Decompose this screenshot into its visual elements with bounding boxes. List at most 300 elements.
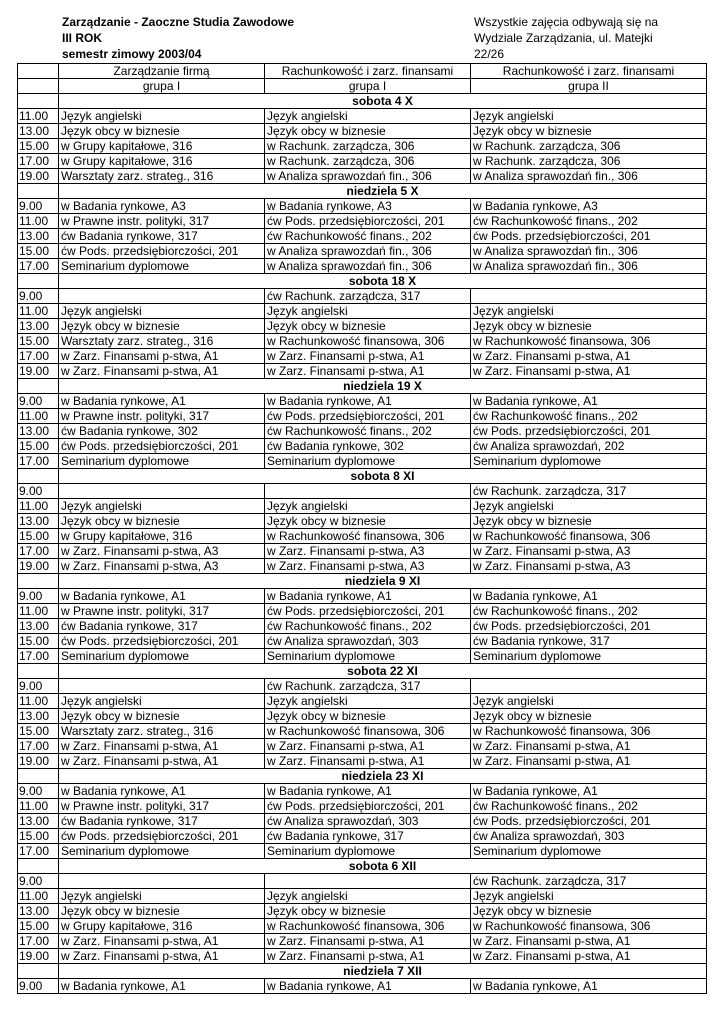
class-cell: Warsztaty zarz. strateg., 316 <box>59 169 265 184</box>
time-cell: 19.00 <box>18 754 59 769</box>
class-cell: w Zarz. Finansami p-stwa, A1 <box>471 949 707 964</box>
schedule-row <box>18 304 707 319</box>
class-cell: w Grupy kapitałowe, 316 <box>59 529 265 544</box>
schedule-row <box>18 949 707 964</box>
time-cell: 9.00 <box>18 679 59 694</box>
class-cell: ćw Pods. przedsiębiorczości, 201 <box>265 214 471 229</box>
class-cell <box>59 484 265 499</box>
day-header-row <box>18 379 707 394</box>
schedule-row <box>18 499 707 514</box>
time-cell: 13.00 <box>18 514 59 529</box>
class-cell: ćw Badania rynkowe, 302 <box>265 439 471 454</box>
class-cell: w Badania rynkowe, A3 <box>59 199 265 214</box>
column-header: Rachunkowość i zarz. finansami <box>265 64 471 79</box>
class-cell: Seminarium dyplomowe <box>59 844 265 859</box>
schedule-row <box>18 589 707 604</box>
group-header: grupa I <box>265 79 471 94</box>
time-cell: 15.00 <box>18 919 59 934</box>
class-cell: Język obcy w biznesie <box>59 514 265 529</box>
class-cell: ćw Pods. przedsiębiorczości, 201 <box>471 424 707 439</box>
time-cell: 17.00 <box>18 154 59 169</box>
class-cell: Język angielski <box>265 694 471 709</box>
class-cell: Język obcy w biznesie <box>59 319 265 334</box>
schedule-row <box>18 154 707 169</box>
schedule-row <box>18 679 707 694</box>
schedule-row <box>18 604 707 619</box>
class-cell: w Zarz. Finansami p-stwa, A1 <box>471 754 707 769</box>
time-cell: 15.00 <box>18 244 59 259</box>
class-cell: w Badania rynkowe, A1 <box>265 784 471 799</box>
class-cell: w Analiza sprawozdań fin., 306 <box>471 244 707 259</box>
time-cell <box>18 769 59 784</box>
class-cell: Język angielski <box>471 889 707 904</box>
time-cell: 15.00 <box>18 829 59 844</box>
day-header-row <box>18 664 707 679</box>
location-note-line: 22/26 <box>474 47 505 61</box>
class-cell: ćw Rachunk. zarządcza, 317 <box>471 874 707 889</box>
day-header: sobota 6 XII <box>59 859 707 874</box>
schedule-row <box>18 829 707 844</box>
class-cell: ćw Badania rynkowe, 317 <box>265 829 471 844</box>
time-cell: 11.00 <box>18 304 59 319</box>
class-cell <box>59 289 265 304</box>
class-cell: Język obcy w biznesie <box>471 514 707 529</box>
class-cell: ćw Rachunk. zarządcza, 317 <box>265 679 471 694</box>
time-cell: 9.00 <box>18 394 59 409</box>
class-cell: ćw Badania rynkowe, 317 <box>59 619 265 634</box>
class-cell: Język obcy w biznesie <box>471 904 707 919</box>
class-cell: w Zarz. Finansami p-stwa, A1 <box>265 754 471 769</box>
class-cell: Język angielski <box>59 694 265 709</box>
class-cell: w Analiza sprawozdań fin., 306 <box>265 169 471 184</box>
class-cell: w Badania rynkowe, A1 <box>59 589 265 604</box>
schedule-row <box>18 349 707 364</box>
class-cell: w Prawne instr. polityki, 317 <box>59 799 265 814</box>
time-cell: 9.00 <box>18 784 59 799</box>
schedule-row <box>18 724 707 739</box>
class-cell: ćw Badania rynkowe, 317 <box>471 634 707 649</box>
class-cell: Język angielski <box>471 694 707 709</box>
time-cell: 11.00 <box>18 109 59 124</box>
class-cell: ćw Rachunkowość finans., 202 <box>471 799 707 814</box>
time-cell: 9.00 <box>18 289 59 304</box>
class-cell: w Zarz. Finansami p-stwa, A1 <box>59 754 265 769</box>
schedule-row <box>18 919 707 934</box>
time-cell <box>18 664 59 679</box>
class-cell: Język obcy w biznesie <box>265 319 471 334</box>
schedule-row <box>18 259 707 274</box>
time-cell <box>18 379 59 394</box>
time-cell: 13.00 <box>18 424 59 439</box>
class-cell: Seminarium dyplomowe <box>471 844 707 859</box>
time-cell: 9.00 <box>18 979 59 994</box>
time-cell: 15.00 <box>18 724 59 739</box>
class-cell: w Prawne instr. polityki, 317 <box>59 214 265 229</box>
class-cell: ćw Analiza sprawozdań, 303 <box>265 814 471 829</box>
schedule-row <box>18 124 707 139</box>
class-cell: Język obcy w biznesie <box>471 709 707 724</box>
class-cell: w Badania rynkowe, A1 <box>265 589 471 604</box>
class-cell <box>471 679 707 694</box>
class-cell: Język obcy w biznesie <box>59 124 265 139</box>
class-cell: Seminarium dyplomowe <box>265 649 471 664</box>
schedule-row <box>18 634 707 649</box>
class-cell: Język obcy w biznesie <box>471 124 707 139</box>
day-header-row <box>18 184 707 199</box>
class-cell: w Rachunkowość finansowa, 306 <box>471 334 707 349</box>
schedule-row <box>18 799 707 814</box>
class-cell: w Badania rynkowe, A1 <box>59 979 265 994</box>
class-cell: w Zarz. Finansami p-stwa, A1 <box>59 949 265 964</box>
time-cell <box>18 574 59 589</box>
class-cell: Język angielski <box>59 304 265 319</box>
class-cell: w Zarz. Finansami p-stwa, A1 <box>59 934 265 949</box>
schedule-row <box>18 244 707 259</box>
class-cell: w Badania rynkowe, A1 <box>471 784 707 799</box>
class-cell: ćw Analiza sprawozdań, 202 <box>471 439 707 454</box>
day-header: sobota 18 X <box>59 274 707 289</box>
schedule-row <box>18 484 707 499</box>
class-cell: ćw Pods. przedsiębiorczości, 201 <box>59 829 265 844</box>
class-cell: ćw Pods. przedsiębiorczości, 201 <box>265 604 471 619</box>
class-cell: w Zarz. Finansami p-stwa, A3 <box>59 544 265 559</box>
schedule-row <box>18 544 707 559</box>
time-cell: 11.00 <box>18 214 59 229</box>
document-title-block <box>62 14 294 62</box>
time-cell: 19.00 <box>18 364 59 379</box>
class-cell: w Zarz. Finansami p-stwa, A1 <box>265 364 471 379</box>
day-header-row <box>18 274 707 289</box>
schedule-row <box>18 424 707 439</box>
schedule-body <box>18 64 707 994</box>
class-cell: Język obcy w biznesie <box>265 124 471 139</box>
class-cell: w Zarz. Finansami p-stwa, A1 <box>59 739 265 754</box>
time-cell <box>18 469 59 484</box>
time-cell: 13.00 <box>18 814 59 829</box>
time-cell: 11.00 <box>18 694 59 709</box>
class-cell: w Zarz. Finansami p-stwa, A1 <box>265 949 471 964</box>
class-cell <box>265 484 471 499</box>
time-cell <box>18 94 59 109</box>
class-cell: w Zarz. Finansami p-stwa, A1 <box>59 364 265 379</box>
class-cell: ćw Rachunkowość finans., 202 <box>471 214 707 229</box>
class-cell: Język obcy w biznesie <box>265 514 471 529</box>
location-note <box>474 14 658 62</box>
time-cell: 15.00 <box>18 439 59 454</box>
day-header-row <box>18 574 707 589</box>
time-cell: 11.00 <box>18 799 59 814</box>
time-cell: 13.00 <box>18 904 59 919</box>
schedule-row <box>18 409 707 424</box>
class-cell: w Rachunkowość finansowa, 306 <box>471 529 707 544</box>
group-header-row <box>18 79 707 94</box>
class-cell: Seminarium dyplomowe <box>59 259 265 274</box>
time-cell: 17.00 <box>18 454 59 469</box>
schedule-row <box>18 694 707 709</box>
class-cell: ćw Pods. przedsiębiorczości, 201 <box>471 619 707 634</box>
class-cell: ćw Badania rynkowe, 317 <box>59 814 265 829</box>
class-cell: Język angielski <box>59 109 265 124</box>
day-header: niedziela 23 XI <box>59 769 707 784</box>
class-cell: Seminarium dyplomowe <box>59 649 265 664</box>
class-cell: w Badania rynkowe, A1 <box>471 979 707 994</box>
class-cell: w Analiza sprawozdań fin., 306 <box>265 244 471 259</box>
class-cell: w Analiza sprawozdań fin., 306 <box>471 169 707 184</box>
class-cell: Język angielski <box>265 499 471 514</box>
class-cell: w Zarz. Finansami p-stwa, A3 <box>59 559 265 574</box>
schedule-row <box>18 874 707 889</box>
time-cell: 9.00 <box>18 484 59 499</box>
class-cell: Seminarium dyplomowe <box>59 454 265 469</box>
class-cell: w Zarz. Finansami p-stwa, A1 <box>265 349 471 364</box>
schedule-row <box>18 334 707 349</box>
class-cell: Język obcy w biznesie <box>59 904 265 919</box>
class-cell: ćw Pods. przedsiębiorczości, 201 <box>471 229 707 244</box>
class-cell: w Rachunkowość finansowa, 306 <box>265 529 471 544</box>
time-cell: 9.00 <box>18 589 59 604</box>
class-cell: Seminarium dyplomowe <box>265 454 471 469</box>
time-cell: 13.00 <box>18 319 59 334</box>
day-header: sobota 4 X <box>59 94 707 109</box>
time-cell <box>18 859 59 874</box>
class-cell: Warsztaty zarz. strateg., 316 <box>59 724 265 739</box>
schedule-row <box>18 889 707 904</box>
schedule-row <box>18 109 707 124</box>
class-cell: ćw Rachunk. zarządcza, 317 <box>471 484 707 499</box>
class-cell: w Zarz. Finansami p-stwa, A1 <box>471 349 707 364</box>
class-cell: w Rachunk. zarządcza, 306 <box>471 154 707 169</box>
time-cell: 17.00 <box>18 739 59 754</box>
day-header: niedziela 9 XI <box>59 574 707 589</box>
class-cell: Język obcy w biznesie <box>265 709 471 724</box>
class-cell <box>59 679 265 694</box>
class-cell: w Badania rynkowe, A1 <box>265 979 471 994</box>
day-header: niedziela 7 XII <box>59 964 707 979</box>
class-cell: ćw Analiza sprawozdań, 303 <box>471 829 707 844</box>
time-cell: 13.00 <box>18 709 59 724</box>
schedule-row <box>18 319 707 334</box>
schedule-row <box>18 289 707 304</box>
class-cell: w Prawne instr. polityki, 317 <box>59 604 265 619</box>
day-header-row <box>18 859 707 874</box>
faculty-title: Zarządzanie - Zaoczne Studia Zawodowe <box>62 15 295 29</box>
class-cell: w Zarz. Finansami p-stwa, A1 <box>471 934 707 949</box>
time-cell: 17.00 <box>18 649 59 664</box>
time-cell: 19.00 <box>18 169 59 184</box>
day-header-row <box>18 469 707 484</box>
schedule-row <box>18 139 707 154</box>
class-cell: ćw Pods. przedsiębiorczości, 201 <box>59 439 265 454</box>
time-cell: 17.00 <box>18 544 59 559</box>
schedule-row <box>18 649 707 664</box>
time-cell: 15.00 <box>18 334 59 349</box>
schedule-row <box>18 814 707 829</box>
time-cell: 11.00 <box>18 604 59 619</box>
class-cell: w Grupy kapitałowe, 316 <box>59 154 265 169</box>
class-cell: Warsztaty zarz. strateg., 316 <box>59 334 265 349</box>
time-cell: 13.00 <box>18 124 59 139</box>
class-cell: w Zarz. Finansami p-stwa, A1 <box>265 934 471 949</box>
column-header: Zarządzanie firmą <box>59 64 265 79</box>
time-cell: 15.00 <box>18 139 59 154</box>
class-cell: ćw Analiza sprawozdań, 303 <box>265 634 471 649</box>
schedule-row <box>18 934 707 949</box>
time-cell: 9.00 <box>18 874 59 889</box>
group-header: grupa I <box>59 79 265 94</box>
day-header: sobota 8 XI <box>59 469 707 484</box>
time-cell <box>18 964 59 979</box>
time-cell: 15.00 <box>18 529 59 544</box>
class-cell: Seminarium dyplomowe <box>471 454 707 469</box>
schedule-row <box>18 169 707 184</box>
class-cell: w Zarz. Finansami p-stwa, A1 <box>471 364 707 379</box>
time-cell: 17.00 <box>18 259 59 274</box>
location-note-line: Wydziale Zarządzania, ul. Matejki <box>474 31 653 45</box>
class-cell: w Rachunkowość finansowa, 306 <box>471 724 707 739</box>
class-cell: Język obcy w biznesie <box>471 319 707 334</box>
schedule-row <box>18 514 707 529</box>
class-cell: w Rachunk. zarządcza, 306 <box>265 154 471 169</box>
class-cell: ćw Pods. przedsiębiorczości, 201 <box>59 634 265 649</box>
class-cell: w Rachunk. zarządcza, 306 <box>471 139 707 154</box>
class-cell: w Rachunk. zarządcza, 306 <box>265 139 471 154</box>
time-cell: 15.00 <box>18 634 59 649</box>
time-cell: 13.00 <box>18 619 59 634</box>
class-cell: w Rachunkowość finansowa, 306 <box>265 724 471 739</box>
class-cell: w Zarz. Finansami p-stwa, A1 <box>59 349 265 364</box>
day-header-row <box>18 769 707 784</box>
class-cell: ćw Rachunk. zarządcza, 317 <box>265 289 471 304</box>
class-cell: Język obcy w biznesie <box>265 904 471 919</box>
schedule-row <box>18 454 707 469</box>
schedule-row <box>18 439 707 454</box>
class-cell: w Analiza sprawozdań fin., 306 <box>265 259 471 274</box>
class-cell: w Zarz. Finansami p-stwa, A1 <box>471 739 707 754</box>
time-cell: 17.00 <box>18 934 59 949</box>
class-cell: w Badania rynkowe, A3 <box>265 199 471 214</box>
class-cell: Język angielski <box>471 499 707 514</box>
class-cell: ćw Rachunkowość finans., 202 <box>471 409 707 424</box>
class-cell: w Prawne instr. polityki, 317 <box>59 409 265 424</box>
class-cell <box>59 874 265 889</box>
class-cell: ćw Badania rynkowe, 302 <box>59 424 265 439</box>
schedule-table <box>17 63 707 994</box>
class-cell: Język angielski <box>471 304 707 319</box>
location-note-line: Wszystkie zajęcia odbywają się na <box>474 15 659 29</box>
class-cell: Seminarium dyplomowe <box>471 649 707 664</box>
time-cell <box>18 184 59 199</box>
class-cell: w Badania rynkowe, A1 <box>265 394 471 409</box>
class-cell: Język angielski <box>265 304 471 319</box>
schedule-row <box>18 709 707 724</box>
class-cell: w Rachunkowość finansowa, 306 <box>265 919 471 934</box>
class-cell: ćw Rachunkowość finans., 202 <box>471 604 707 619</box>
schedule-row <box>18 529 707 544</box>
class-cell: ćw Pods. przedsiębiorczości, 201 <box>265 409 471 424</box>
time-cell: 17.00 <box>18 844 59 859</box>
schedule-row <box>18 214 707 229</box>
schedule-row <box>18 559 707 574</box>
time-header-cell <box>18 64 59 79</box>
time-cell: 17.00 <box>18 349 59 364</box>
class-cell: w Rachunkowość finansowa, 306 <box>265 334 471 349</box>
time-cell: 11.00 <box>18 409 59 424</box>
group-header: grupa II <box>471 79 707 94</box>
class-cell: Język angielski <box>265 109 471 124</box>
day-header: niedziela 5 X <box>59 184 707 199</box>
schedule-row <box>18 394 707 409</box>
schedule-row <box>18 364 707 379</box>
class-cell: Język angielski <box>265 889 471 904</box>
class-cell: Język angielski <box>59 889 265 904</box>
class-cell: ćw Badania rynkowe, 317 <box>59 229 265 244</box>
time-cell <box>18 274 59 289</box>
class-cell: ćw Pods. przedsiębiorczości, 201 <box>471 814 707 829</box>
column-header: Rachunkowość i zarz. finansami <box>471 64 707 79</box>
class-cell <box>265 874 471 889</box>
class-cell: Język angielski <box>59 499 265 514</box>
time-cell: 19.00 <box>18 949 59 964</box>
class-cell: w Badania rynkowe, A1 <box>59 394 265 409</box>
schedule-row <box>18 979 707 994</box>
class-cell: ćw Pods. przedsiębiorczości, 201 <box>59 244 265 259</box>
class-cell: w Grupy kapitałowe, 316 <box>59 139 265 154</box>
schedule-row <box>18 619 707 634</box>
time-cell: 19.00 <box>18 559 59 574</box>
class-cell: w Badania rynkowe, A3 <box>471 199 707 214</box>
class-cell <box>471 289 707 304</box>
day-header: sobota 22 XI <box>59 664 707 679</box>
schedule-row <box>18 229 707 244</box>
class-cell: w Analiza sprawozdań fin., 306 <box>471 259 707 274</box>
time-header-cell <box>18 79 59 94</box>
class-cell: w Badania rynkowe, A1 <box>471 394 707 409</box>
class-cell: w Zarz. Finansami p-stwa, A1 <box>265 739 471 754</box>
class-cell: w Rachunkowość finansowa, 306 <box>471 919 707 934</box>
day-header: niedziela 19 X <box>59 379 707 394</box>
class-cell: ćw Rachunkowość finans., 202 <box>265 424 471 439</box>
schedule-row <box>18 844 707 859</box>
schedule-row <box>18 754 707 769</box>
class-cell: ćw Pods. przedsiębiorczości, 201 <box>265 799 471 814</box>
class-cell: w Zarz. Finansami p-stwa, A3 <box>265 559 471 574</box>
class-cell: w Badania rynkowe, A1 <box>59 784 265 799</box>
semester-label: semestr zimowy 2003/04 <box>62 47 202 61</box>
class-cell: ćw Rachunkowość finans., 202 <box>265 229 471 244</box>
day-header-row <box>18 964 707 979</box>
schedule-row <box>18 199 707 214</box>
schedule-row <box>18 739 707 754</box>
schedule-row <box>18 904 707 919</box>
time-cell: 11.00 <box>18 889 59 904</box>
class-cell: ćw Rachunkowość finans., 202 <box>265 619 471 634</box>
time-cell: 9.00 <box>18 199 59 214</box>
day-header-row <box>18 94 707 109</box>
class-cell: Język angielski <box>471 109 707 124</box>
year-label: III ROK <box>62 31 103 45</box>
time-cell: 13.00 <box>18 229 59 244</box>
class-cell: w Zarz. Finansami p-stwa, A3 <box>471 559 707 574</box>
class-cell: Seminarium dyplomowe <box>265 844 471 859</box>
class-cell: w Zarz. Finansami p-stwa, A3 <box>265 544 471 559</box>
schedule-row <box>18 784 707 799</box>
class-cell: w Badania rynkowe, A1 <box>471 589 707 604</box>
class-cell: Język obcy w biznesie <box>59 709 265 724</box>
class-cell: w Grupy kapitałowe, 316 <box>59 919 265 934</box>
time-cell: 11.00 <box>18 499 59 514</box>
column-header-row <box>18 64 707 79</box>
class-cell: w Zarz. Finansami p-stwa, A3 <box>471 544 707 559</box>
